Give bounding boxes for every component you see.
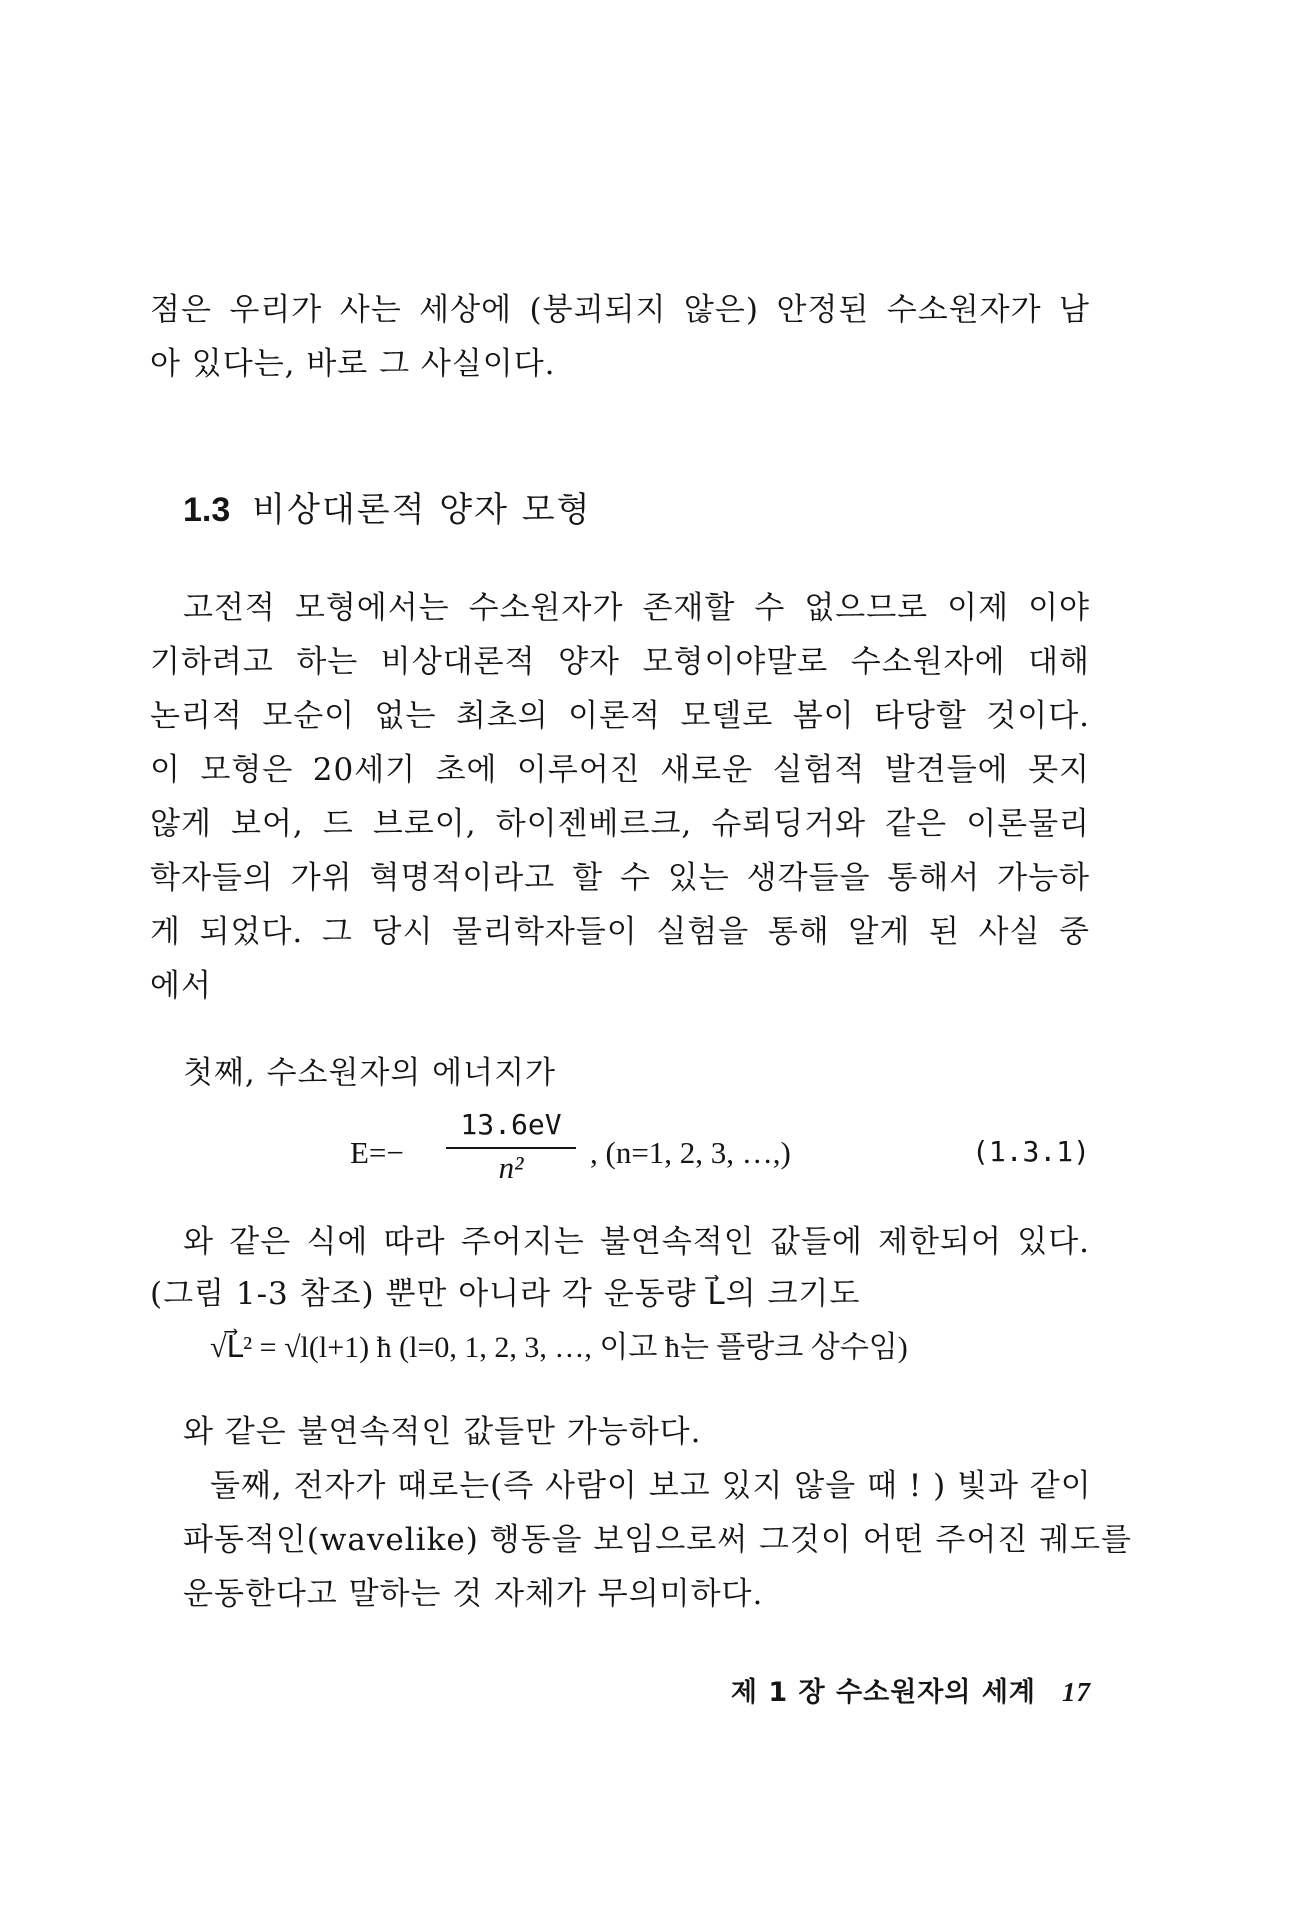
equation-condition: , (n=1, 2, 3, …,) — [590, 1135, 791, 1170]
closing-line-4: 운동한다고 말하는 것 자체가 무의미하다. — [183, 1576, 764, 1612]
equation-denominator: n² — [498, 1150, 524, 1185]
body-line-5: 않게 보어, 드 브로이, 하이젠베르크, 슈뢰딩거와 같은 이론물리 — [150, 806, 1090, 842]
closing-line-3: 파동적인(wavelike) 행동을 보임으로써 그것이 어떤 주어진 궤도를 — [183, 1522, 1132, 1558]
equation-1-3-1 — [150, 1105, 1090, 1195]
body-line-1: 고전적 모형에서는 수소원자가 존재할 수 없으므로 이제 이야 — [183, 590, 1090, 626]
equation-numerator: 13.6eV — [446, 1105, 576, 1149]
closing-line-1: 와 같은 불연속적인 값들만 가능하다. — [183, 1414, 702, 1450]
section-heading — [183, 488, 591, 532]
body-line-6: 학자들의 가위 혁명적이라고 할 수 있는 생각들을 통해서 가능하 — [150, 860, 1090, 896]
body-line-8: 에서 — [150, 968, 212, 1004]
intro-line-1: 점은 우리가 사는 세상에 (붕괴되지 않은) 안정된 수소원자가 남 — [150, 292, 1090, 328]
body-line-7: 게 되었다. 그 당시 물리학자들이 실험을 통해 알게 된 사실 중 — [150, 914, 1090, 950]
page-number: 17 — [1062, 1677, 1091, 1707]
angular-momentum-formula: √L⃗² = √l(l+1) ħ (l=0, 1, 2, 3, …, 이고 ħ는 플랑크 상수임) — [210, 1331, 908, 1364]
body-line-2: 기하려고 하는 비상대론적 양자 모형이야말로 수소원자에 대해 — [150, 644, 1090, 680]
closing-line-2: 둘째, 전자가 때로는(즉 사람이 보고 있지 않을 때 ! ) 빛과 같이 — [210, 1468, 1092, 1504]
intro-line-2: 아 있다는, 바로 그 사실이다. — [150, 346, 556, 382]
section-title: 비상대론적 양자 모형 — [252, 490, 592, 530]
equation-fraction — [446, 1105, 576, 1187]
body-line-3: 논리적 모순이 없는 최초의 이론적 모델로 봄이 타당할 것이다. — [150, 698, 1090, 734]
section-number: 1.3 — [183, 491, 231, 529]
equation-number: (1.3.1) — [971, 1135, 1090, 1168]
chapter-title: 제 1 장 수소원자의 세계 — [730, 1677, 1036, 1708]
after-eq-line-1: 와 같은 식에 따라 주어지는 불연속적인 값들에 제한되어 있다. — [183, 1224, 1090, 1260]
after-eq-line-2: (그림 1-3 참조) 뿐만 아니라 각 운동량 L⃗의 크기도 — [150, 1276, 861, 1312]
equation-lhs: E=− — [350, 1135, 404, 1170]
running-footer — [731, 1670, 1091, 1709]
body-line-4: 이 모형은 20세기 초에 이루어진 새로운 실험적 발견들에 못지 — [150, 752, 1090, 788]
first-point-intro: 첫째, 수소원자의 에너지가 — [183, 1055, 556, 1091]
